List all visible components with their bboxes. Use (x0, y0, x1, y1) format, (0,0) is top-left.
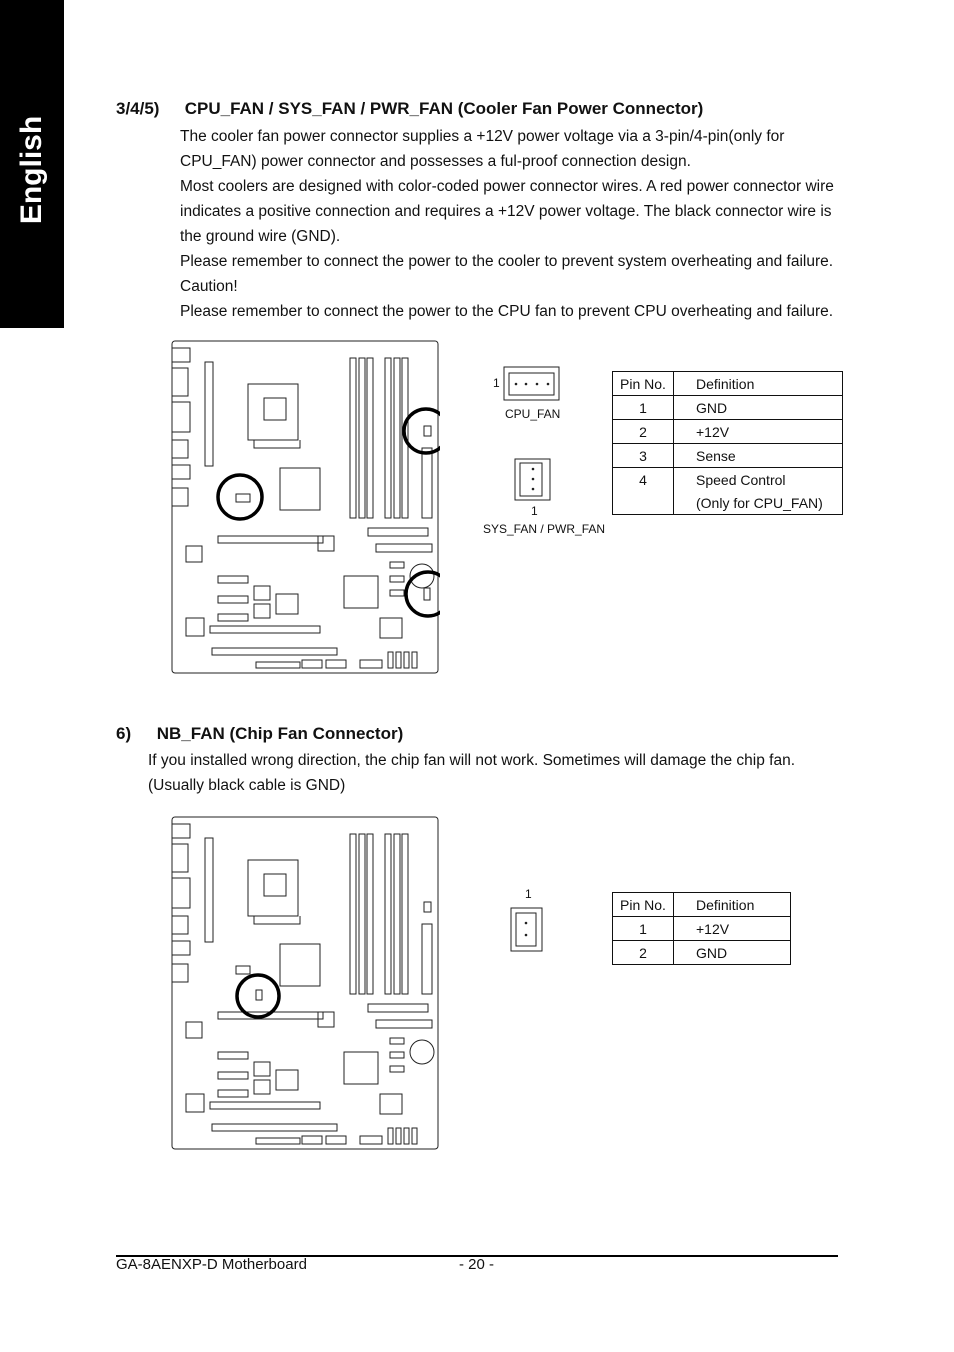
cpu-fan-pin-table (612, 371, 843, 515)
table-header: Definition (674, 372, 843, 396)
board-layout (172, 817, 438, 1149)
table-row (613, 396, 843, 420)
table-cell: +12V (674, 917, 791, 941)
cpu-fan-connector-icon (503, 366, 561, 402)
table-cell: Sense (674, 444, 843, 468)
table-row (613, 917, 791, 941)
section2-number: 6) (116, 724, 132, 743)
paragraph: The cooler fan power connector supplies a +12V power voltage via a 3-pin/4-pin(only for CPU_FAN) power connector and possesses a ful-proof connection design. (180, 128, 785, 170)
table-cell: GND (674, 941, 791, 965)
sys-fan-pin1-label: 1 (531, 504, 538, 518)
paragraph: Please remember to connect the power to the cooler to prevent system overheating and failure. (180, 253, 834, 270)
table-row (613, 444, 843, 468)
table-header: Definition (674, 893, 791, 917)
table-header-row (613, 372, 843, 396)
table-cell: (Only for CPU_FAN) (674, 491, 843, 515)
table-cell: 3 (613, 444, 674, 468)
table-row (613, 941, 791, 965)
sys-fan-highlight (218, 475, 262, 519)
table-cell: 4 (613, 468, 674, 492)
cpu-fan-highlight (404, 409, 440, 453)
table-row (613, 420, 843, 444)
table-row (613, 468, 843, 492)
table-header: Pin No. (613, 372, 674, 396)
cpu-fan-pin1-label: 1 (493, 376, 500, 390)
paragraph: If you installed wrong direction, the chip fan will not work. Sometimes will damage the chip fan. (148, 752, 796, 769)
paragraph: Most coolers are designed with color-coded power connector wires. A red power connector wire indicates a positive connection and requires a +12V power voltage. The black connector wire is the ground wire (GND). (180, 178, 834, 245)
section1-title: CPU_FAN / SYS_FAN / PWR_FAN (Cooler Fan Power Connector) (184, 99, 704, 118)
board-layout (172, 341, 438, 673)
table-cell: 1 (613, 917, 674, 941)
table-cell: 2 (613, 420, 674, 444)
table-header-row (613, 893, 791, 917)
footer-model: GA-8AENXP-D Motherboard (116, 1256, 307, 1273)
table-cell: GND (674, 396, 843, 420)
cpu-fan-label: CPU_FAN (505, 407, 561, 421)
section2-heading (116, 724, 403, 744)
table-cell: 2 (613, 941, 674, 965)
language-tab (0, 0, 64, 328)
nb-fan-connector-icon (510, 907, 544, 953)
page-number: - 20 - (459, 1256, 495, 1273)
section1-heading (116, 99, 703, 119)
table-cell: Speed Control (674, 468, 843, 492)
section1-number: 3/4/5) (116, 99, 160, 118)
paragraph: (Usually black cable is GND) (148, 777, 346, 794)
motherboard-diagram-2 (170, 816, 440, 1151)
nb-fan-highlight (237, 975, 279, 1017)
nb-fan-pin-table (612, 892, 791, 965)
section2-title: NB_FAN (Chip Fan Connector) (156, 724, 404, 743)
table-cell (613, 491, 674, 515)
table-header: Pin No. (613, 893, 674, 917)
table-row (613, 491, 843, 515)
sys-fan-connector-icon (514, 458, 552, 502)
table-cell: 1 (613, 396, 674, 420)
paragraph: Please remember to connect the power to the CPU fan to prevent CPU overheating and failure. (180, 303, 834, 320)
section1-body (180, 124, 845, 324)
table-cell: +12V (674, 420, 843, 444)
nb-fan-pin1-label: 1 (525, 887, 532, 901)
paragraph: Caution! (180, 278, 238, 295)
pwr-fan-highlight (406, 572, 440, 616)
language-label: English (15, 115, 48, 225)
sys-fan-label: SYS_FAN / PWR_FAN (483, 522, 606, 536)
motherboard-diagram-1 (170, 340, 440, 675)
section2-body (148, 748, 848, 798)
